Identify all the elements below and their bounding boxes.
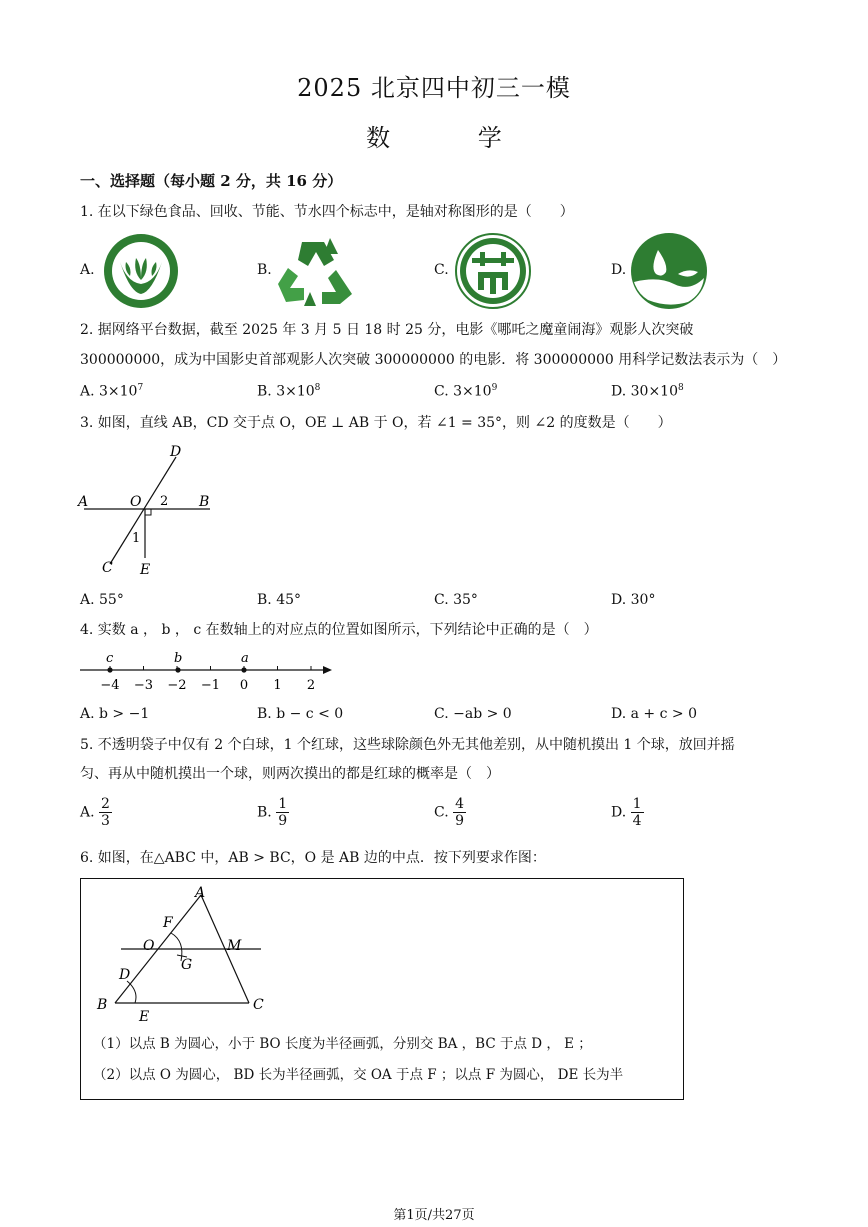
label-e: E [139,1009,150,1023]
label-angle-2: 2 [160,494,169,509]
q5-option-d: D. $\frac{1}{4}$ [611,796,642,829]
energy-saving-logo-icon [452,232,534,310]
label-b: B [199,494,210,510]
label-c: C [253,997,264,1013]
tick-label: −1 [200,678,221,693]
q4-option-c: C. −ab > 0 [434,706,512,722]
label-angle-1: 1 [132,531,141,546]
q2-option-b: B. $3\times 10^8$ [257,383,321,400]
q6-step-2: （2）以点 O 为圆心， BD 长为半径画弧，交 OA 于点 F ；以点 F 为圆心， DE 长为半 [93,1067,624,1083]
label-point-b: b [174,651,183,666]
label-o: O [130,494,142,510]
q3-option-b: B. 45° [257,592,302,608]
q4-option-d: D. a + c > 0 [611,706,697,722]
q1-option-c-label: C. [434,262,449,278]
question-4-text: 4. 实数 a ， b ， c 在数轴上的对应点的位置如图所示，下列结论中正确的是（ ） [80,622,598,638]
q6-triangle-figure [93,883,283,1023]
tick-label: −3 [133,678,154,693]
right-angle-mark [145,509,151,515]
section-heading: 一、选择题（每小题 2 分，共 16 分） [80,172,343,190]
page-title: 2025 北京四中初三一模 [297,74,571,102]
q1-option-d-label: D. [611,262,627,278]
q3-figure [74,440,224,580]
q5-option-a: A. $\frac{2}{3}$ [80,796,110,829]
q2-option-c: C. $3\times 10^9$ [434,383,498,400]
q4-number-line [76,645,338,695]
point-b [175,667,180,672]
number-line-arrow [323,666,332,674]
label-d: D [170,444,182,460]
point-c [107,667,112,672]
tick-label: −4 [100,678,120,693]
label-a: A [195,885,206,901]
question-6-text: 6. 如图，在△ABC 中，AB > BC，O 是 AB 边的中点．按下列要求作图： [80,850,546,866]
q2-option-d: D. $30\times 10^8$ [611,383,684,400]
q4-option-b: B. b − c < 0 [257,706,344,722]
point-a [241,667,246,672]
label-c: C [102,560,113,576]
question-1-text: 1. 在以下绿色食品、回收、节能、节水四个标志中，是轴对称图形的是（ ） [80,204,574,220]
tick-label: 1 [273,678,282,693]
subject-title: 数 学 [366,124,542,152]
label-g: G [181,957,193,973]
arc-de [127,981,136,1003]
label-d: D [119,967,131,983]
q2-option-a: A. $3\times 10^7$ [80,383,144,400]
label-f: F [163,915,173,931]
line-cd [110,457,176,564]
question-2-line2: 300000000，成为中国影史首部观影人次突破 300000000 的电影．将 300000000 用科学记数法表示为（ ） [80,352,787,368]
question-5-line2: 匀、再从中随机摸出一个球，则两次摸出的都是红球的概率是（ ） [80,766,500,782]
question-5-line1: 5. 不透明袋子中仅有 2 个白球，1 个红球，这些球除颜色外无其他差别，从中随机摸出 1 个球，放回并摇 [80,737,735,753]
q3-option-a: A. 55° [80,592,124,608]
green-food-logo-icon [100,232,182,310]
tick-label: 0 [239,678,249,693]
q3-option-c: C. 35° [434,592,478,608]
label-b: B [97,997,108,1013]
label-point-c: c [106,651,114,666]
water-saving-logo-icon [628,232,710,310]
label-a: A [78,494,89,510]
tick-label: 2 [306,678,316,693]
label-o: O [143,938,155,954]
q5-option-c: C. $\frac{4}{9}$ [434,796,465,829]
page-number: 第1页/共27页 [393,1208,475,1223]
q1-option-a-label: A. [80,262,95,278]
q5-option-b: B. $\frac{1}{9}$ [257,796,288,829]
q3-option-d: D. 30° [611,592,656,608]
q4-option-a: A. b > −1 [80,706,150,722]
q6-step-1: （1）以点 B 为圆心，小于 BO 长度为半径画弧，分别交 BA ，BC 于点 D ， E ； [93,1036,592,1052]
label-m: M [227,938,242,954]
recycle-logo-icon [274,232,356,310]
q1-option-b-label: B. [257,262,272,278]
question-3-text: 3. 如图，直线 AB，CD 交于点 O，OE ⊥ AB 于 O，若 ∠1 = 35°，则 ∠2 的度数是（ ） [80,415,672,431]
q6-figure-box [80,878,684,1100]
label-e: E [140,562,151,578]
tick-label: −2 [167,678,187,693]
label-point-a: a [241,651,249,666]
question-2-line1: 2. 据网络平台数据，截至 2025 年 3 月 5 日 18 时 25 分，电影《哪吒之魔童闹海》观影人次突破 [80,322,694,338]
